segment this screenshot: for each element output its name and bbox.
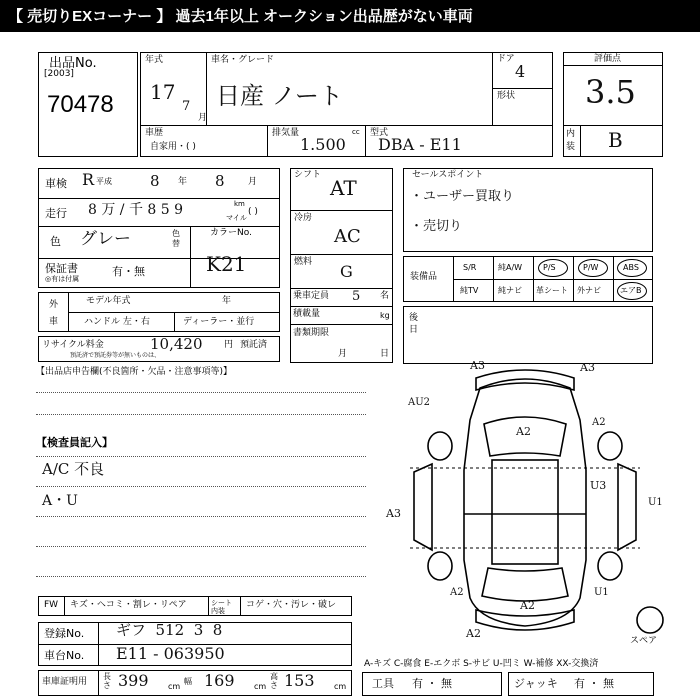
name-value: 日産 ノート bbox=[216, 82, 343, 110]
load-unit: kg bbox=[380, 311, 390, 320]
dmg-u1-rear-right: U1 bbox=[594, 587, 609, 598]
recycle-note: 預託済で預託券等が無いものは、 bbox=[70, 352, 161, 359]
docs-label: 書類期限 bbox=[293, 328, 330, 338]
wheel-fr bbox=[598, 432, 622, 460]
dmg-a2-rear-center: A2 bbox=[520, 599, 535, 612]
recycle-status: 預託済 bbox=[240, 340, 268, 350]
inspection-year: 8 bbox=[150, 172, 160, 190]
displacement-label: 排気量 bbox=[272, 128, 300, 138]
rear-box bbox=[403, 306, 653, 364]
warranty-label: 保証書 bbox=[45, 262, 78, 275]
spare-tire bbox=[637, 607, 663, 633]
capacity-unit: 名 bbox=[380, 291, 390, 301]
name-label: 車名・グレード bbox=[211, 55, 275, 65]
tools-label: 工具 bbox=[372, 677, 394, 690]
shift-value: AT bbox=[330, 176, 357, 200]
equip-abs: ABS bbox=[623, 263, 639, 272]
dealer-label: ディーラー・並行 bbox=[183, 317, 255, 327]
dmg-u3: U3 bbox=[590, 479, 607, 492]
dmg-a2-hood: A2 bbox=[516, 425, 531, 438]
dmg-a2-rear-left: A2 bbox=[450, 587, 464, 598]
interior-value: B bbox=[608, 128, 623, 152]
inspection-label: 車検 bbox=[45, 177, 67, 190]
chassis-label: 車台No. bbox=[44, 649, 85, 662]
spare-label: スペア bbox=[630, 636, 658, 646]
chassis-value: E11 - 063950 bbox=[116, 644, 225, 663]
cert-label: 車庫証明用 bbox=[42, 677, 88, 687]
mileage-unit2: マイル bbox=[226, 214, 247, 222]
wheel-rr bbox=[598, 552, 622, 580]
doors-value: 4 bbox=[515, 62, 526, 81]
recycle-label: リサイクル料金 bbox=[42, 340, 104, 350]
doors-label: ドア bbox=[497, 54, 515, 64]
jack-label: ジャッキ bbox=[514, 677, 558, 690]
year-value: 17 bbox=[150, 80, 176, 104]
fuel-value: G bbox=[340, 262, 353, 281]
fuel-label: 燃料 bbox=[294, 257, 313, 267]
flaw-seat: シート内装 bbox=[211, 599, 232, 615]
dmg-au2: AU2 bbox=[408, 397, 431, 408]
usage-value: 自家用・( ) bbox=[150, 142, 196, 152]
rear-label: 後日 bbox=[409, 313, 419, 335]
score-label: 評価点 bbox=[594, 54, 622, 64]
dmg-u1-side-right: U1 bbox=[648, 497, 663, 508]
model-label: 型式 bbox=[370, 128, 389, 138]
color-value: グレー bbox=[80, 229, 131, 249]
equip-tv: 純TV bbox=[460, 286, 479, 295]
flaw-exterior: キズ・ヘコミ・割レ・リペア bbox=[70, 600, 187, 610]
recycle-value: 10,420 bbox=[150, 335, 203, 353]
imported-label: 外車 bbox=[49, 300, 59, 327]
interior-label: 内装 bbox=[566, 129, 576, 152]
model-year-unit: 年 bbox=[222, 296, 232, 306]
dmg-a3-side-left: A3 bbox=[386, 507, 401, 520]
side-left bbox=[414, 464, 432, 550]
wheel-rl bbox=[428, 552, 452, 580]
lot-year: [2003] bbox=[44, 69, 74, 79]
inspector-label: 【検査員記入】 bbox=[36, 436, 113, 449]
sales-points-label: セールスポイント bbox=[412, 170, 484, 180]
height-unit: cm bbox=[334, 682, 347, 691]
docs-unit2: 日 bbox=[380, 349, 390, 359]
lot-label: 出品No. bbox=[49, 56, 97, 71]
color-no-value: K21 bbox=[206, 252, 247, 276]
capacity-value: 5 bbox=[352, 289, 361, 304]
model-year-label: モデル年式 bbox=[86, 296, 131, 306]
airbag-circle bbox=[617, 282, 647, 300]
equip-airbag: エアB bbox=[620, 286, 642, 295]
mileage-unit: km bbox=[234, 200, 245, 208]
equip-pw: P/W bbox=[583, 263, 599, 272]
lot-number: 70478 bbox=[47, 91, 114, 118]
inspection-month: 8 bbox=[215, 172, 225, 190]
seller-remarks-label: 【出品店申告欄(不良箇所・欠品・注意事項等)】 bbox=[36, 367, 233, 377]
ac-value: AC bbox=[334, 226, 361, 247]
equip-leather: 革シート bbox=[536, 286, 568, 295]
displacement-unit: cc bbox=[352, 128, 360, 136]
side-right bbox=[618, 464, 636, 550]
recycle-unit: 円 bbox=[224, 340, 234, 350]
usage-label: 車歴 bbox=[145, 128, 164, 138]
length-unit: cm bbox=[168, 682, 181, 691]
length-value: 399 bbox=[118, 671, 149, 690]
mileage-paren: ( ) bbox=[248, 207, 258, 217]
dmg-a3-front-left: A3 bbox=[470, 359, 485, 372]
height-value: 153 bbox=[284, 671, 315, 690]
length-label: 長さ bbox=[103, 672, 111, 690]
docs-unit: 月 bbox=[338, 349, 348, 359]
mileage-value: 8 万 / 千 8 5 9 bbox=[88, 202, 184, 218]
equip-navi: 純ナビ bbox=[498, 286, 522, 295]
year-label: 年式 bbox=[145, 55, 164, 65]
tools-value: 有 ・ 無 bbox=[412, 677, 452, 690]
sales-point-1: ・ユーザー買取り bbox=[410, 189, 515, 204]
dmg-a2-rear-bumper: A2 bbox=[466, 627, 481, 640]
banner bbox=[0, 0, 700, 32]
flaw-interior: コゲ・穴・汚レ・破レ bbox=[246, 600, 337, 610]
month-unit: 月 bbox=[198, 113, 208, 123]
inspection-era-suffix: 平成 bbox=[96, 177, 112, 186]
inspector-note-1: A/C 不良 bbox=[42, 460, 105, 478]
width-label: 幅 bbox=[184, 677, 192, 686]
width-unit: cm bbox=[254, 682, 267, 691]
jack-value: 有 ・ 無 bbox=[574, 677, 614, 690]
warranty-sub: ◎有は付属 bbox=[45, 275, 80, 283]
color-no-label: カラーNo. bbox=[210, 228, 252, 238]
width-value: 169 bbox=[204, 671, 235, 690]
equipment-label: 装備品 bbox=[410, 272, 438, 282]
flaw-fw: FW bbox=[44, 600, 59, 610]
equip-sr: S/R bbox=[463, 263, 477, 272]
height-label: 高さ bbox=[270, 672, 278, 690]
damage-legend: A-キズ C-腐食 E-エクボ S-サビ U-凹ミ W-補修 XX-交換済 bbox=[364, 659, 599, 669]
inspector-note-2: A・U bbox=[42, 493, 78, 509]
capacity-label: 乗車定員 bbox=[293, 291, 330, 301]
lot-box bbox=[38, 52, 138, 157]
abs-circle bbox=[617, 259, 647, 277]
dmg-a2-fender-right: A2 bbox=[592, 417, 606, 428]
inspection-era: R bbox=[82, 170, 95, 189]
banner-text: 【 売切りEXコーナー 】 過去1年以上 オークション出品歴がない車両 bbox=[8, 8, 473, 25]
dmg-a3-front-right: A3 bbox=[580, 361, 595, 374]
color-label: 色 bbox=[50, 235, 61, 248]
handle-label: ハンドル 左・右 bbox=[84, 317, 150, 327]
ac-label: 冷房 bbox=[294, 213, 313, 223]
sales-points-box bbox=[403, 168, 653, 252]
inspection-year-unit: 年 bbox=[178, 177, 188, 187]
color-change-label: 色替 bbox=[172, 229, 180, 248]
inspection-month-unit: 月 bbox=[248, 177, 258, 187]
ps-circle bbox=[538, 259, 568, 277]
warranty-value: 有・無 bbox=[112, 265, 145, 278]
sales-point-2: ・売切り bbox=[410, 219, 463, 234]
equip-aw: 純A/W bbox=[498, 263, 523, 272]
mileage-label: 走行 bbox=[45, 207, 67, 220]
car-rear-window bbox=[482, 568, 568, 601]
pw-circle bbox=[578, 259, 608, 277]
score-value: 3.5 bbox=[585, 73, 636, 111]
shift-label: シフト bbox=[294, 170, 322, 180]
rear-bumper bbox=[476, 610, 574, 630]
wheel-fl bbox=[428, 432, 452, 460]
equip-ps: P/S bbox=[543, 263, 556, 272]
car-body-outline bbox=[464, 379, 586, 626]
load-label: 積載量 bbox=[293, 309, 321, 319]
shape-label: 形状 bbox=[497, 91, 516, 101]
registration-label: 登録No. bbox=[44, 627, 85, 640]
month-value: 7 bbox=[182, 99, 191, 114]
equip-extnavi: 外ナビ bbox=[577, 286, 601, 295]
model-value: DBA - E11 bbox=[378, 135, 462, 154]
registration-value: ギフ 512 3 8 bbox=[116, 621, 223, 639]
displacement-value: 1.500 bbox=[300, 135, 346, 154]
front-bumper bbox=[476, 370, 574, 390]
